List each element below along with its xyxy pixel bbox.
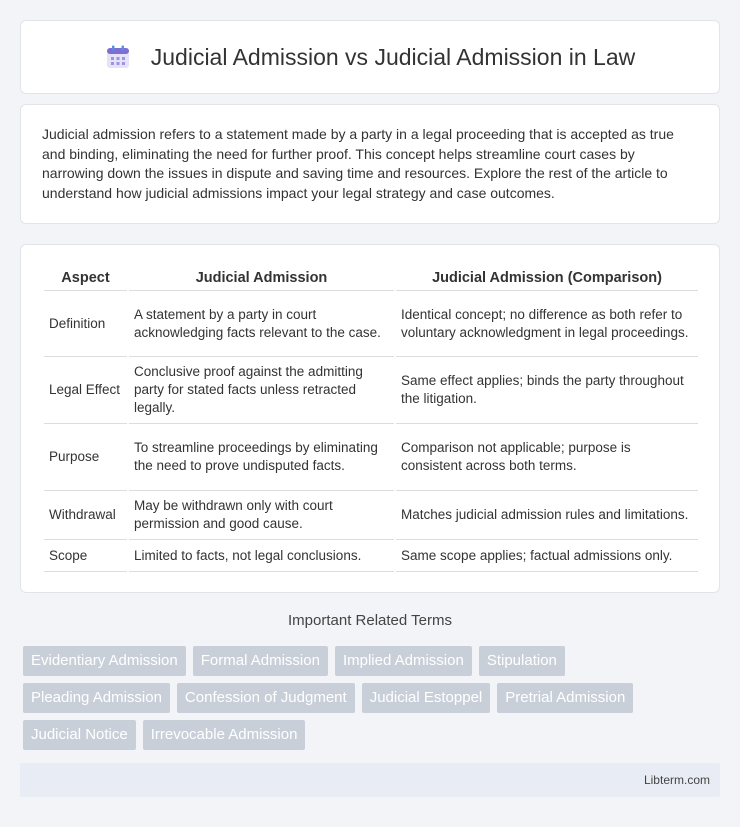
related-term-tag[interactable]: Judicial Notice bbox=[23, 720, 136, 750]
cell-judicial-admission: May be withdrawn only with court permission and good cause. bbox=[129, 491, 394, 540]
page-footer bbox=[20, 763, 720, 797]
comparison-card bbox=[20, 244, 720, 593]
related-term-tag[interactable]: Implied Admission bbox=[335, 646, 472, 676]
cell-judicial-admission: A statement by a party in court acknowledging facts relevant to the case. bbox=[129, 291, 394, 357]
page-header bbox=[20, 20, 720, 94]
cell-judicial-admission: Conclusive proof against the admitting party for stated facts unless retracted legally. bbox=[129, 357, 394, 424]
table-row bbox=[44, 491, 698, 540]
cell-aspect: Scope bbox=[44, 540, 127, 572]
footer-brand[interactable]: Libterm.com bbox=[643, 773, 710, 787]
related-term-tag[interactable]: Stipulation bbox=[479, 646, 565, 676]
table-row bbox=[44, 424, 698, 491]
cell-judicial-admission: To streamline proceedings by eliminating the need to prove undisputed facts. bbox=[129, 424, 394, 491]
cell-comparison: Same effect applies; binds the party throughout the litigation. bbox=[396, 357, 698, 424]
cell-aspect: Definition bbox=[44, 291, 127, 357]
related-term-tag[interactable]: Evidentiary Admission bbox=[23, 646, 186, 676]
cell-aspect: Purpose bbox=[44, 424, 127, 491]
related-term-tag[interactable]: Pretrial Admission bbox=[497, 683, 633, 713]
table-row bbox=[44, 357, 698, 424]
table-row bbox=[44, 540, 698, 572]
table-header-row bbox=[44, 262, 698, 291]
cell-aspect: Withdrawal bbox=[44, 491, 127, 540]
column-header-judicial-admission: Judicial Admission bbox=[129, 262, 394, 291]
cell-judicial-admission: Limited to facts, not legal conclusions. bbox=[129, 540, 394, 572]
related-terms-list bbox=[23, 646, 713, 750]
related-term-tag[interactable]: Irrevocable Admission bbox=[143, 720, 306, 750]
related-term-tag[interactable]: Confession of Judgment bbox=[177, 683, 355, 713]
cell-comparison: Identical concept; no difference as both refer to voluntary acknowledgment in legal proceedings. bbox=[396, 291, 698, 357]
page-title: Judicial Admission vs Judicial Admission in Law bbox=[150, 43, 636, 70]
cell-aspect: Legal Effect bbox=[44, 357, 127, 424]
intro-text: Judicial admission refers to a statement made by a party in a legal proceeding that is accepted as true and binding, eliminating the need for further proof. This concept helps streamline court cases by narrowing down the issues in dispute and saving time and resources. Explore the rest of the article to understand how judicial admissions impact your legal strategy and case outcomes. bbox=[42, 126, 674, 201]
related-term-tag[interactable]: Pleading Admission bbox=[23, 683, 170, 713]
cell-comparison: Comparison not applicable; purpose is consistent across both terms. bbox=[396, 424, 698, 491]
column-header-comparison: Judicial Admission (Comparison) bbox=[396, 262, 698, 291]
intro-card bbox=[20, 104, 720, 224]
cell-comparison: Matches judicial admission rules and limitations. bbox=[396, 491, 698, 540]
table-row bbox=[44, 291, 698, 357]
comparison-table bbox=[42, 262, 700, 572]
related-terms-title: Important Related Terms bbox=[288, 612, 452, 629]
related-term-tag[interactable]: Judicial Estoppel bbox=[362, 683, 491, 713]
column-header-aspect: Aspect bbox=[44, 262, 127, 291]
related-term-tag[interactable]: Formal Admission bbox=[193, 646, 328, 676]
cell-comparison: Same scope applies; factual admissions only. bbox=[396, 540, 698, 572]
calendar-icon bbox=[105, 44, 131, 70]
